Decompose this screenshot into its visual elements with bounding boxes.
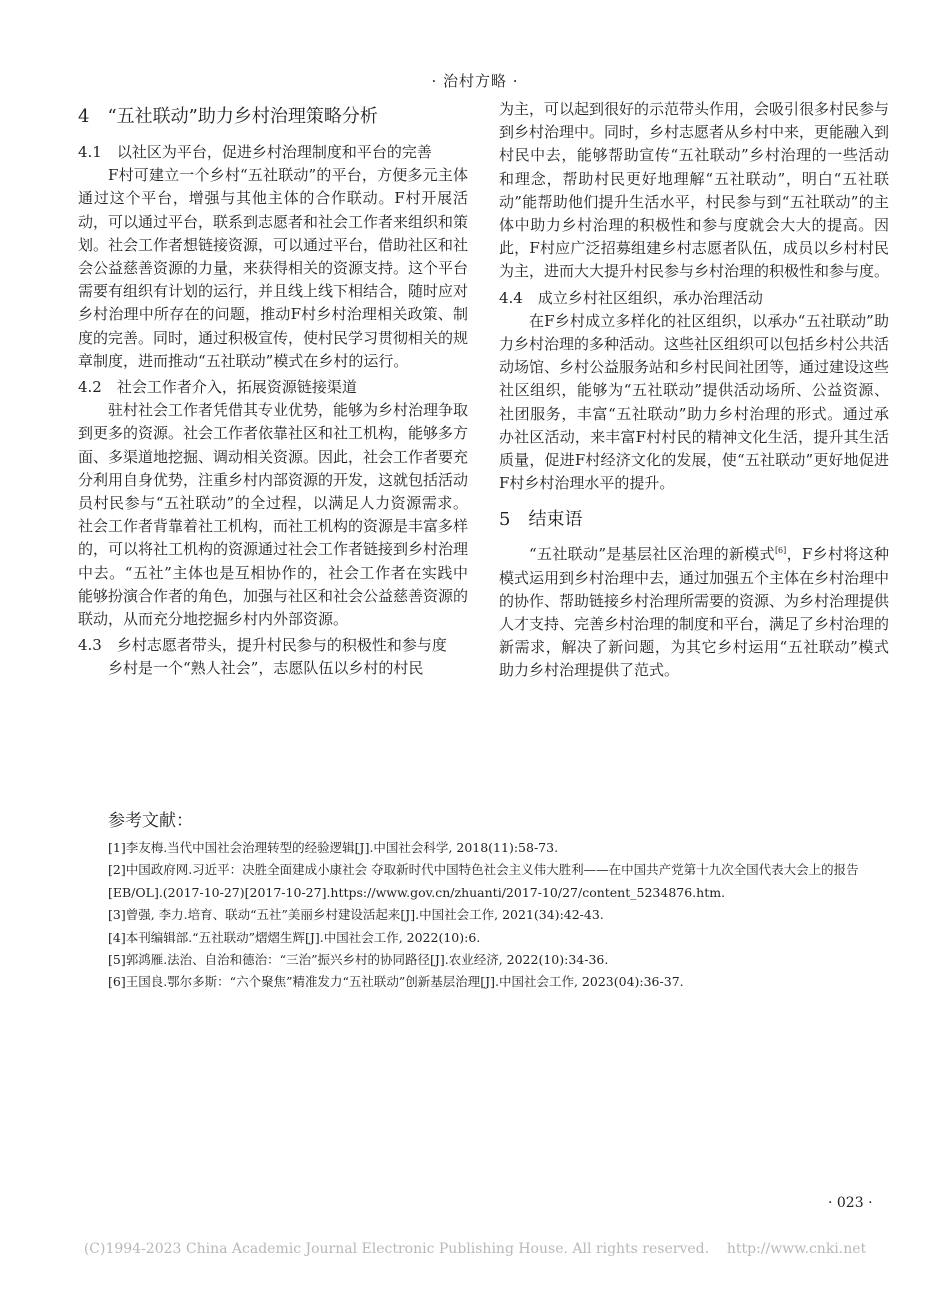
section-4-3-paragraph-continued: 为主，可以起到很好的示范带头作用，会吸引很多村民参与到乡村治理中。同时，乡村志愿者从乡村中来，更能融入到村民中去，能够帮助宣传“五社联动”乡村治理的一些活动和理念，帮助村民更好地理解“五社联动”，明白“五社联动”能帮助他们提升生活水平，村民参与到“五社联动”的主体中助力乡村治理的积极性和参与度就会大大的提高。因此，F村应广泛招募组建乡村志愿者队伍，成员以乡村村民为主，进而大大提升村民参与乡村治理的积极性和参与度。 — [499, 100, 890, 281]
running-header: · 治村方略 · — [431, 72, 519, 90]
references-title: 参考文献： — [108, 811, 193, 831]
left-column — [78, 98, 468, 681]
conclusion-text-a: “五社联动”是基层社区治理的新模式 — [529, 545, 775, 564]
reference-item-4: [4]本刊编辑部.“五社联动”熠熠生辉[J].中国社会工作, 2022(10):6. — [108, 929, 481, 945]
section-4-1-paragraph: F村可建立一个乡村“五社联动”的平台，方便多元主体通过这个平台，增强与其他主体的合作联动。F村开展活动，可以通过平台，联系到志愿者和社会工作者来组织和策划。社会工作者想链接资源，可以通过平台，借助社区和社会公益慈善资源的力量，来获得相关的资源支持。这个平台需要有组织有计划的运行，并且线上线下相结合，随时应对乡村治理中所存在的问题，推动F村乡村治理相关政策、制度的完善。同时，通过积极宣传，使村民学习贯彻相关的规章制度，进而推动“五社联动”模式在乡村的运行。 — [78, 166, 469, 370]
section-4-3-paragraph-start: 乡村是一个“熟人社会”，志愿队伍以乡村的村民 — [108, 659, 424, 678]
section-4-2-title: 4.2 社会工作者介入，拓展资源链接渠道 — [78, 378, 357, 397]
reference-list — [108, 837, 898, 994]
section-4-4-title: 4.4 成立乡村社区组织，承办治理活动 — [499, 288, 763, 307]
reference-item-3: [3]曾强, 李力.培育、联动“五社”美丽乡村建设活起来[J].中国社会工作, 2021(34):42-43. — [108, 907, 604, 923]
citation-marker[interactable]: [6] — [774, 546, 787, 556]
page-number: · 023 · — [828, 1195, 873, 1211]
section-4-title: 4 “五社联动”助力乡村治理策略分析 — [78, 106, 378, 127]
reference-item-1: [1]李友梅.当代中国社会治理转型的经验逻辑[J].中国社会科学, 2018(11):58-73. — [108, 840, 559, 855]
section-4-2-paragraph: 驻村社会工作者凭借其专业优势，能够为乡村治理争取到更多的资源。社会工作者依靠社区和社工机构，能够多方面、多渠道地挖掘、调动相关资源。因此，社会工作者要充分利用自身优势，注重乡村内部资源的开发，这就包括活动员村民参与“五社联动”的全过程，以满足人力资源需求。社会工作者背靠着社工机构，而社工机构的资源是丰富多样的，可以将社工机构的资源通过社会工作者链接到乡村治理中去。“五社”主体也是互相协作的，社会工作者在实践中能够扮演合作者的角色，加强与社区和社会公益慈善资源的联动，从而充分地挖掘乡村内外部资源。 — [78, 401, 469, 629]
reference-item-2: [2]中国政府网.习近平：决胜全面建成小康社会 夺取新时代中国特色社会主义伟大胜利——在中国共产党第十九次全国代表大会上的报告 [EB/OL].(2017-10-27)[2017-10-27].https://www.gov.cn/zhuanti/2017-10/27/content_5234876.htm. — [108, 862, 859, 900]
right-column — [499, 98, 889, 683]
reference-item-6: [6]王国良.鄂尔多斯：“六个聚焦”精准发力“五社联动”创新基层治理[J].中国社会工作, 2023(04):36-37. — [108, 974, 684, 990]
conclusion-text-b: ，F乡村将这种模式运用到乡村治理中去，通过加强五个主体在乡村治理中的协作、帮助链接乡村治理所需要的资源、为乡村治理提供人才支持、完善乡村治理的制度和平台，满足了乡村治理的新需求，解决了新问题，为其它乡村运用“五社联动”模式助力乡村治理提供了范式。 — [499, 545, 890, 680]
section-4-3-title: 4.3 乡村志愿者带头，提升村民参与的积极性和参与度 — [78, 636, 447, 655]
reference-item-5: [5]郭鸿雁.法治、自治和德治：“三治”振兴乡村的协同路径[J].农业经济, 2022(10):34-36. — [108, 952, 609, 968]
section-4-1-title: 4.1 以社区为平台，促进乡村治理制度和平台的完善 — [78, 143, 432, 161]
section-5-title: 5 结束语 — [499, 509, 583, 531]
section-4-4-paragraph: 在F乡村成立多样化的社区组织，以承办“五社联动”助力乡村治理的多种活动。这些社区组织可以包括乡村公共活动场馆、乡村公益服务站和乡村民间社团等，通过建设这些社区组织，能够为“五社联动”提供活动场所、公益资源、社团服务，丰富“五社联动”助力乡村治理的形式。通过承办社区活动，来丰富F村村民的精神文化生活，提升其生活质量，促进F村经济文化的发展，使“五社联动”更好地促进F村乡村治理水平的提升。 — [499, 311, 890, 493]
copyright-footer: (C)1994-2023 China Academic Journal Electronic Publishing House. All rights reserved. http://www.cnki.net — [83, 1241, 867, 1257]
references-section — [108, 806, 898, 994]
conclusion-paragraph — [499, 543, 889, 682]
